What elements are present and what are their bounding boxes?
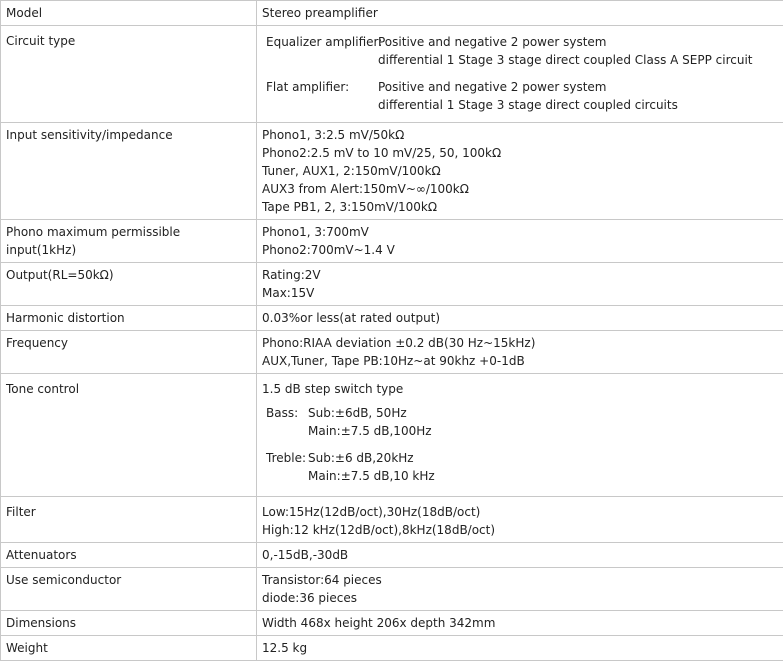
value-line: Tape PB1, 2, 3:150mV/100kΩ [262, 198, 778, 216]
bass-block [262, 404, 778, 440]
value-line: Rating:2V [262, 266, 778, 284]
value-line: Phono:RIAA deviation ±0.2 dB(30 Hz~15kHz) [262, 334, 778, 352]
value-line: Phono1, 3:2.5 mV/50kΩ [262, 126, 778, 144]
value-line: diode:36 pieces [262, 589, 778, 607]
treble-label: Treble: [262, 449, 308, 485]
equalizer-block [262, 33, 778, 69]
table-row [1, 26, 783, 123]
value-line: Phono2:2.5 mV to 10 mV/25, 50, 100kΩ [262, 144, 778, 162]
table-row [1, 568, 783, 611]
flat-block [262, 78, 778, 114]
table-row [1, 1, 783, 26]
table-row [1, 636, 783, 661]
flat-line: differential 1 Stage 3 stage direct coupled circuits [378, 96, 678, 114]
treble-line: Sub:±6 dB,20kHz [308, 449, 435, 467]
row-label: Phono maximum permissible input(1kHz) [1, 220, 257, 263]
table-row [1, 306, 783, 331]
table-row [1, 497, 783, 543]
row-label: Frequency [1, 331, 257, 374]
table-row [1, 611, 783, 636]
row-value: 12.5 kg [257, 636, 783, 661]
row-value: 0.03%or less(at rated output) [257, 306, 783, 331]
row-value [257, 26, 783, 123]
row-label: Dimensions [1, 611, 257, 636]
treble-block [262, 449, 778, 485]
equalizer-line: differential 1 Stage 3 stage direct coupled Class A SEPP circuit [378, 51, 752, 69]
row-value [257, 331, 783, 374]
flat-line: Positive and negative 2 power system [378, 78, 678, 96]
row-value [257, 220, 783, 263]
row-value: Stereo preamplifier [257, 1, 783, 26]
row-label: Tone control [1, 374, 257, 497]
row-label: Circuit type [1, 26, 257, 123]
row-label: Weight [1, 636, 257, 661]
value-line: AUX,Tuner, Tape PB:10Hz~at 90khz +0-1dB [262, 352, 778, 370]
row-value [257, 123, 783, 220]
row-value: Width 468x height 206x depth 342mm [257, 611, 783, 636]
row-value [257, 263, 783, 306]
value-line: AUX3 from Alert:150mV~∞/100kΩ [262, 180, 778, 198]
flat-label: Flat amplifier: [262, 78, 378, 114]
bass-label: Bass: [262, 404, 308, 440]
value-line: Transistor:64 pieces [262, 571, 778, 589]
row-label: Harmonic distortion [1, 306, 257, 331]
table-row [1, 543, 783, 568]
table-row [1, 331, 783, 374]
value-line: High:12 kHz(12dB/oct),8kHz(18dB/oct) [262, 521, 778, 539]
row-label: Attenuators [1, 543, 257, 568]
row-value [257, 568, 783, 611]
value-line: Max:15V [262, 284, 778, 302]
treble-line: Main:±7.5 dB,10 kHz [308, 467, 435, 485]
row-value: 0,-15dB,-30dB [257, 543, 783, 568]
equalizer-label: Equalizer amplifier: [262, 33, 378, 69]
row-value [257, 374, 783, 497]
bass-line: Sub:±6dB, 50Hz [308, 404, 432, 422]
table-row [1, 263, 783, 306]
value-line: Low:15Hz(12dB/oct),30Hz(18dB/oct) [262, 503, 778, 521]
row-label: Use semiconductor [1, 568, 257, 611]
row-label: Output(RL=50kΩ) [1, 263, 257, 306]
table-row [1, 220, 783, 263]
value-line: Phono1, 3:700mV [262, 223, 778, 241]
row-value [257, 497, 783, 543]
table-row [1, 123, 783, 220]
table-row [1, 374, 783, 497]
tone-intro: 1.5 dB step switch type [262, 380, 778, 398]
row-label: Model [1, 1, 257, 26]
value-line: Tuner, AUX1, 2:150mV/100kΩ [262, 162, 778, 180]
value-line: Phono2:700mV~1.4 V [262, 241, 778, 259]
bass-line: Main:±7.5 dB,100Hz [308, 422, 432, 440]
row-label: Input sensitivity/impedance [1, 123, 257, 220]
row-label: Filter [1, 497, 257, 543]
equalizer-line: Positive and negative 2 power system [378, 33, 752, 51]
